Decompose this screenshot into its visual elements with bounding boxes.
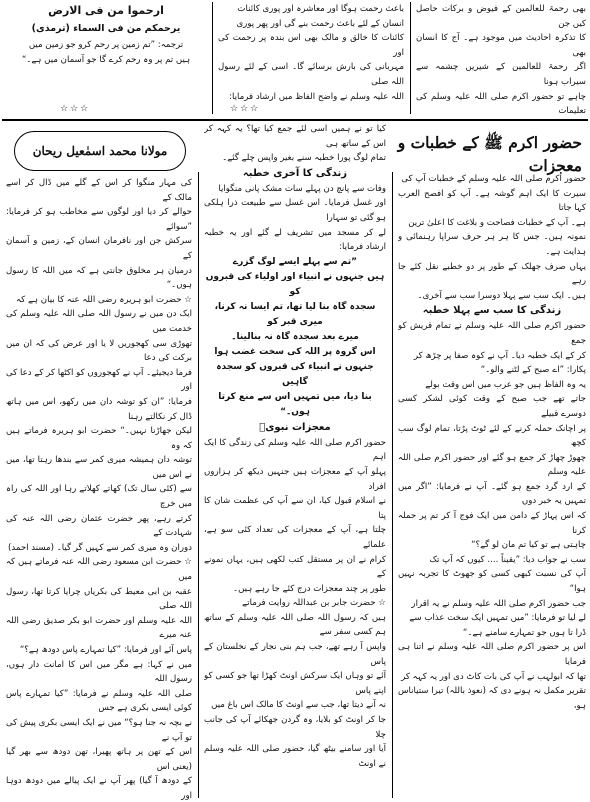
text-line: اس کے تھن پر ہاتھ پھیرا، تھن دودھ سے بھر گیا (یعنی اس (6, 747, 192, 772)
text-line: چاہتی ہے تو کیا تم مان لو گے؟“ (471, 540, 586, 551)
text-line: کا تذکرہ احادیث میں موجود ہے۔ آج کا انسان بھی (416, 33, 586, 58)
text-line: حضور اکرم صلی اللہ علیہ وسلم نے تمام قریش کو جمع (398, 321, 586, 346)
text-line: بھی رحمۃ للعالمین کے فیوض و برکات حاصل کیں جن (416, 4, 586, 29)
text-line: حضور اکرم صلی اللہ علیہ وسلم کی زندگی کا ایک اہم (204, 437, 386, 463)
star-separator: ☆☆☆ (230, 104, 261, 114)
text-line: توشہ دان ہمیشہ میری کمر سے بندھا رہتا تھا، میں نے اس میں (6, 455, 192, 480)
star-separator: ☆☆☆ (60, 104, 91, 114)
hadith-line: جنہوں نے انبیاء کی قبروں کو سجدہ گاہیں (216, 361, 374, 387)
text-line: ایک دن میں نے رسول اللہ صلی اللہ علیہ وسلم کی خدمت میں (6, 309, 192, 334)
text-line: اللہ علیہ وسلم نے واضح الفاظ میں ارشاد فرمایا: (229, 91, 404, 102)
main-left-column (6, 176, 192, 800)
text-line: یہاں صرف جھلک کے طور پر دو خطبے نقل کئے جا رہے (398, 261, 586, 287)
subheading: زندگی کا سب سے پہلا خطبہ (422, 305, 562, 317)
article-headline: حضور اکرم ﷺ کے خطبات و معجزات (397, 133, 582, 175)
main-right-column (398, 172, 586, 800)
arabic-hadith-line: ارحموا من فی الارض (48, 4, 164, 17)
text-line: کی مہار منگوا کر اس کے گلے میں ڈال کر اسے مالک کے (6, 178, 192, 203)
translation-line: ترجمہ: ”تم زمین پر رحم کرو جو زمین میں (28, 40, 184, 50)
text-line: پہلو آپ کے معجزات ہیں جنہیں دیکھ کر ہزاروں افراد (204, 466, 386, 492)
hadith-line: میرے بعد سجدہ گاہ نہ بنالینا۔ (231, 331, 359, 342)
top-right-column (416, 2, 586, 120)
top-left-column (6, 2, 206, 120)
text-line: ☆ حضرت ابن مسعود رضی اللہ عنہ فرماتے ہیں کہ میں (6, 557, 192, 583)
text-line: وفات سے پانچ دن پہلے سات مشک پانی منگوایا (218, 183, 386, 194)
text-line: اگر رحمۃ للعالمین کے شیریں چشمہ سے سیراب ہونا (416, 62, 586, 87)
column-divider (410, 2, 411, 114)
text-line: نے اسلام قبول کیا، ان سے آپ کی عظمت شان کا پتا (204, 496, 386, 521)
text-line: درمیان ہر مخلوق جانتی ہے کہ میں اللہ کا رسول ہوں۔“ (6, 265, 192, 291)
text-line: چھوڑ چھاڑ کر جمع ہو گئے اور حضور اکرم صلی اللہ علیہ وسلم (398, 452, 586, 478)
text-line: جاتے تھے جب صبح کے وقت کوئی لشکر کسی دوسرے قبیلے (398, 394, 586, 419)
text-line: اللہ علیہ وسلم اور حضرت ابو بکر صدیق رضی اللہ عنہ میرے (6, 615, 192, 641)
subheading: زندگی کا آخری خطبہ (242, 167, 348, 179)
text-line: نمونہ ہیں۔ جس کا ہر ہر حرف سراپا رہنمائی و ہدایت ہے۔ (398, 232, 586, 257)
top-middle-column (218, 2, 404, 120)
byline-oval (14, 131, 186, 171)
text-line: کے دودھ آ گیا) پھر آپ نے ایک پیالے میں دودھ دوہا اور (6, 776, 192, 800)
text-line: مہربانی کی بارش برسائے گا۔ اسی کے لئے رسول اللہ صلی (218, 62, 404, 87)
text-line: کر کے ایک خطبہ دیا۔ آپ نے کوہ صفا پر چڑھ کر (413, 350, 586, 361)
text-line: لے کر مسجد میں تشریف لے گئے اور یہ خطبہ ارشاد فرمایا: (204, 227, 386, 253)
subheading: معجزات نبویؐ (259, 421, 331, 433)
text-line: طور پر چند معجزات درج کئے جا رہے ہیں۔ (233, 583, 386, 594)
text-line: لیکن جھاڑنا نہیں۔“ حضرت ابو ہریرہ فرماتے ہیں کہ وہ (6, 426, 192, 451)
text-line: چاہے تو حضور اکرم صلی اللہ علیہ وسلم کی تعلیمات (416, 91, 586, 117)
text-line: پکارا: ”اے صبح کے لٹنے والو۔“ (480, 365, 586, 376)
text-line: باعث رحمت ہوگا اور معاشرہ اور پوری کائنات (237, 4, 404, 14)
text-line: تھا کہ ابولہب نے آپ کی بات کاٹ دی اور یہ کہہ کر (401, 671, 586, 682)
text-line: نہ آنے دیتا تھا، جب سے اونٹ کا مالک اس باغ میں (211, 700, 386, 711)
text-line: نے بچہ نہ جنا ہو؟“ میں نے ایک ایسی بکری پیش کی تو آپ نے (6, 717, 192, 743)
text-line: عقبہ بن ابی معیط کی بکریاں چرایا کرتا تھا، رسول اللہ صلی (6, 586, 192, 612)
text-line: کرتے رہے، پھر حضرت عثمان رضی اللہ عنہ کی شہادت کے (6, 513, 192, 539)
text-line: ہے۔ آپ کے خطبات فصاحت و بلاغت کا اعلیٰ ترین (408, 217, 586, 228)
text-line: آیا اور سامنے بیٹھ گیا، حضور صلی اللہ علیہ وسلم نے اونٹ (204, 744, 386, 769)
text-line: فرما دیجیئے۔ آپ نے کھجوروں کو اکٹھا کر کے دعا کی اور (6, 367, 192, 393)
text-line: کے ارد گرد جمع ہو گئے۔ آپ نے فرمایا: ”اگر میں تمہیں یہ خبر دوں (398, 481, 586, 507)
author-name: مولانا محمد اسمٰعیل ریحان (32, 144, 168, 158)
text-line: آئے تو وہاں ایک سرکش اونٹ کھڑا تھا جو کسی کو اپنے پاس (204, 671, 386, 696)
arabic-hadith-line: یرحمکم من فی السماء (ترمذی) (31, 23, 181, 34)
text-line: چلتا ہے، آپ کے معجزات کی تعداد کئی سو ہے، علمائے (204, 525, 386, 550)
translation-line: ہیں تم پر وہ رحم کرے گا جو آسمان میں ہے۔“ (21, 54, 191, 65)
text-line: یہ وہ الفاظ ہیں جو عرب میں اس وقت بولے (425, 379, 586, 390)
text-line: سے (کئی سال تک) کھاتے کھلاتے رہا اور اللہ کی راہ میں خرچ (6, 484, 192, 510)
text-line: سرکش جن اور نافرمان انسان کے، زمین و آسمان کے (6, 236, 192, 261)
text-line: میں نے کہا: ہے مگر میں اس کا امانت دار ہوں، رسول اللہ (6, 659, 192, 685)
text-line: انسان کے لئے باعث رحمت بنے گی اور پھر پوری (236, 18, 404, 29)
hadith-line: سجدہ گاہ بنا لیا تھا، تم ایسا نہ کرنا، میری قبر کو (214, 301, 376, 327)
text-line: ☆ حضرت جابر بن عبداللہ روایت فرماتے (242, 598, 386, 609)
text-line: تقریر مکمل نہ ہونے دی کہ (نعوذ باللہ) تیرا ستیاناس ہو، (398, 686, 586, 711)
text-line: تمام لوگ پورا خطبہ سنے بغیر واپس چلے گئے۔ (222, 153, 386, 164)
text-line: کہ اس پہاڑ کے دامن میں ایک فوج آ کر تم پر حملہ کرنا (398, 511, 586, 536)
text-line: واپس آ رہے تھے، جب ہم بنی نجار کے نخلستان کے پاس (204, 642, 386, 667)
text-line: صلی اللہ علیہ وسلم نے فرمایا: ”کیا تمہارے پاس کوئی ایسی بکری ہے جس (6, 688, 192, 714)
text-line: حوالے کر دیا اور لوگوں سے مخاطب ہو کر فرمایا: ”سوائے (6, 207, 192, 232)
text-line: جا کر اونٹ کو بلایا، وہ گردن جھکائے آپ کی جانب چلا (204, 715, 386, 740)
text-line: کیا تو نے ہمیں اسی لئے جمع کیا تھا؟ یہ کہہ کر اس کے ساتھ ہی (204, 124, 386, 149)
text-line: دوران وہ میری کمر سے کہیں گر گیا۔ (مسند احمد) (8, 542, 192, 553)
column-divider (212, 2, 213, 114)
text-line: اس پر حضور اکرم صلی اللہ علیہ وسلم نے اتنا ہی فرمایا (398, 642, 586, 667)
text-line: پر اچانک حملہ کرنے کے لئے ٹوٹ پڑتا، تمام لوگ سب کچھ (398, 423, 586, 449)
hadith-line: بنا دیا، میں تمہیں اس سے منع کرتا ہوں۔“ (218, 391, 372, 417)
text-line: ہیں۔ ایک سب سے پہلا دوسرا سب سے آخری۔ (417, 290, 586, 301)
main-middle-column (204, 122, 386, 800)
hadith-line: اس گروہ پر اللہ کی سخت غضب ہوا (214, 346, 376, 357)
text-line: تھوڑی سی کھجوریں لا یا اور عرض کی کہ ان میں برکت کی دعا (6, 338, 192, 364)
section-divider (2, 119, 588, 121)
text-line: سیرت کا ایک اہم گوشہ ہے۔ آپ کو افصح العرب کہا جاتا (398, 188, 586, 214)
text-line: کائنات کا خالق و مالک بھی اس بندہ پر رحمت کی اور (218, 33, 404, 58)
text-line: ڈرا تا ہوں جو تمہارے سامنے ہے۔“ (462, 627, 586, 638)
text-line: پاس آئے اور فرمایا: ”کیا تمہارے پاس دودھ ہے؟“ (19, 645, 192, 655)
text-line: ہیں کہ رسول اللہ صلی اللہ علیہ وسلم کے ساتھ ہم کسی سفر سے (204, 612, 386, 638)
column-divider (392, 172, 393, 798)
column-divider (198, 172, 199, 798)
text-line: ☆ حضرت ابو ہریرہ رضی اللہ عنہ کا بیان ہے کہ (16, 294, 192, 305)
text-line: فرمایا: ”ان کو توشہ دان میں رکھو، اس میں ہاتھ ڈال کر نکالتے رہنا (6, 396, 192, 422)
hadith-line: ہیں جنہوں نے انبیاء اور اولیاء کی قبروں کو (205, 271, 385, 297)
text-line: لے لیا تو فرمایا: ”میں تمہیں ایک سخت عذاب سے (409, 613, 586, 624)
text-line: حضور اکرم صلی اللہ علیہ وسلم کے خطبات آپ کی (401, 174, 586, 184)
text-line: جب حضور اکرم صلی اللہ علیہ وسلم نے یہ اقرار (411, 598, 586, 609)
text-line: آپ کی نسبت کبھی کسی کو جھوٹ کا تجربہ نہیں ہوا“ (398, 569, 586, 595)
text-line: کرام نے ان پر مستقل کتب لکھی ہیں، یہاں نمونے کے (204, 554, 386, 580)
hadith-line: ”تم سے پہلے ایسے لوگ گزرے (232, 256, 358, 267)
text-line: سب نے جواب دیا: ”یقیناً .... کیوں کہ آپ تک (429, 554, 586, 565)
text-line: اور غسل فرمایا۔ اس غسل سے طبیعت ذرا ہلکی ہو گئی تو سہارا (204, 198, 386, 223)
